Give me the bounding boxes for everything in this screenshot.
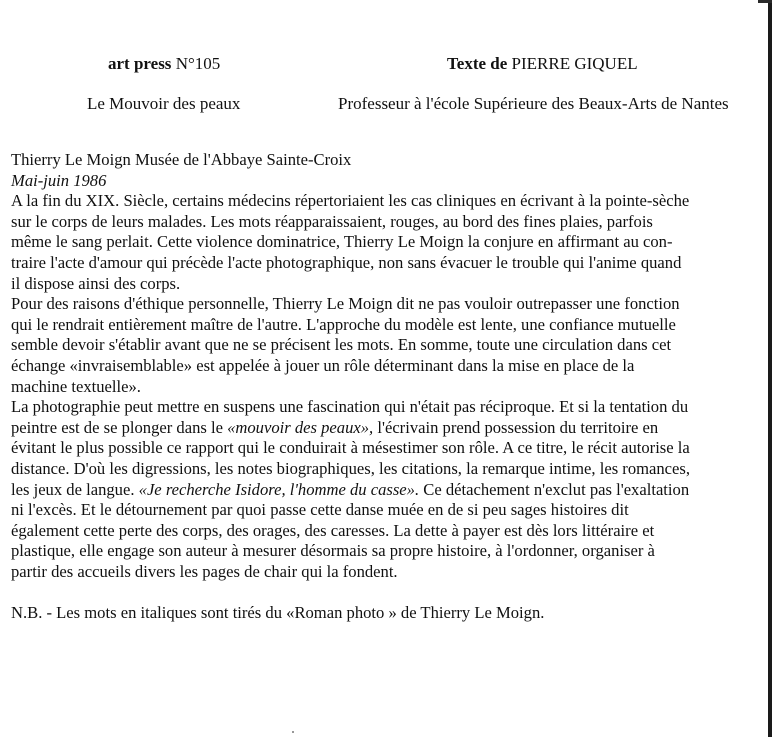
paragraph-3-line: partir des accueils divers les pages de chair qui la fondent. — [11, 561, 398, 581]
italic-quote: «mouvoir des peaux», — [227, 417, 374, 437]
publication-info — [108, 54, 220, 74]
paragraph-2-line: machine textuelle». — [11, 376, 141, 396]
paragraph-2-line: semble devoir s'établir avant que ne se précisent les mots. En somme, toute une circulation dans cet — [11, 335, 672, 355]
paragraph-3-line: également cette perte des corps, des orages, des caresses. La dette à payer est dès lors littéraire et — [11, 520, 655, 540]
scan-speck — [292, 731, 294, 733]
author-name: PIERRE GIQUEL — [507, 54, 638, 73]
author-affiliation: Professeur à l'école Supérieure des Beaux-Arts de Nantes — [338, 94, 729, 113]
paragraph-1-line: il dispose ainsi des corps. — [11, 273, 181, 293]
footnote: N.B. - Les mots en italiques sont tirés du «Roman photo » de Thierry Le Moign. — [11, 603, 545, 623]
publication-name: art press — [108, 54, 172, 73]
text-run: peintre est de se plonger dans le — [11, 417, 228, 437]
spacer — [11, 582, 763, 603]
author-info — [447, 54, 638, 74]
paragraph-3-line: La photographie peut mettre en suspens une fascination qui n'était pas réciproque. Et si la tentation du — [11, 397, 689, 417]
paragraph-3-line: évitant le plus possible ce rapport qui le conduirait à mésestimer son rôle. A ce titre, le récit autorise la — [11, 438, 690, 458]
text-run: les jeux de langue. — [11, 479, 139, 499]
paragraph-3-line — [11, 480, 763, 501]
publication-issue: N°105 — [171, 54, 221, 73]
text-run: l'écrivain prend possession du territoire en — [373, 417, 659, 437]
paragraph-2-line: qui le rendrait entièrement maître de l'autre. L'approche du modèle est lente, une confiance mutuelle — [11, 314, 676, 334]
paragraph-3-line: ni l'excès. Et le détournement par quoi passe cette danse muée en de si peu sages histoires dit — [11, 500, 629, 520]
exhibition-line: Thierry Le Moign Musée de l'Abbaye Sainte-Croix — [11, 150, 352, 169]
paragraph-1-line: sur le corps de leurs malades. Les mots réapparaissaient, rouges, au bord des fines plaies, parfois — [11, 211, 653, 231]
paragraph-1-line: A la fin du XIX. Siècle, certains médecins répertoriaient les cas cliniques en écrivant à la pointe-sèche — [11, 191, 690, 211]
scan-edge-right — [768, 0, 772, 737]
scan-edge-top — [758, 0, 772, 3]
article-body — [11, 150, 763, 624]
author-label: Texte de — [447, 54, 508, 73]
paragraph-3-line — [11, 418, 763, 439]
paragraph-3-line: distance. D'où les digressions, les notes biographiques, les citations, la remarque intime, les romances, — [11, 458, 691, 478]
paragraph-2-line: Pour des raisons d'éthique personnelle, Thierry Le Moign dit ne pas vouloir outrepasser une fonction — [11, 294, 680, 314]
paragraph-3-line: plastique, elle engage son auteur à mesurer désormais sa propre histoire, à l'ordonner, organiser à — [11, 541, 655, 561]
italic-quote: «Je recherche Isidore, l'homme du casse». — [138, 479, 420, 499]
paragraph-1-line: traire l'acte d'amour qui précède l'acte photographique, non sans évacuer le trouble qui l'anime quand — [11, 252, 682, 272]
text-run: Ce détachement n'exclut pas l'exaltation — [419, 479, 690, 499]
exhibition-dates: Mai-juin 1986 — [11, 170, 107, 190]
paragraph-2-line: échange «invraisemblable» est appelée à jouer un rôle déterminant dans la mise en place de la — [11, 355, 635, 375]
paragraph-1-line: même le sang perlait. Cette violence dominatrice, Thierry Le Moign la conjure en affirmant au con- — [11, 232, 673, 252]
article-subtitle: Le Mouvoir des peaux — [87, 94, 241, 113]
